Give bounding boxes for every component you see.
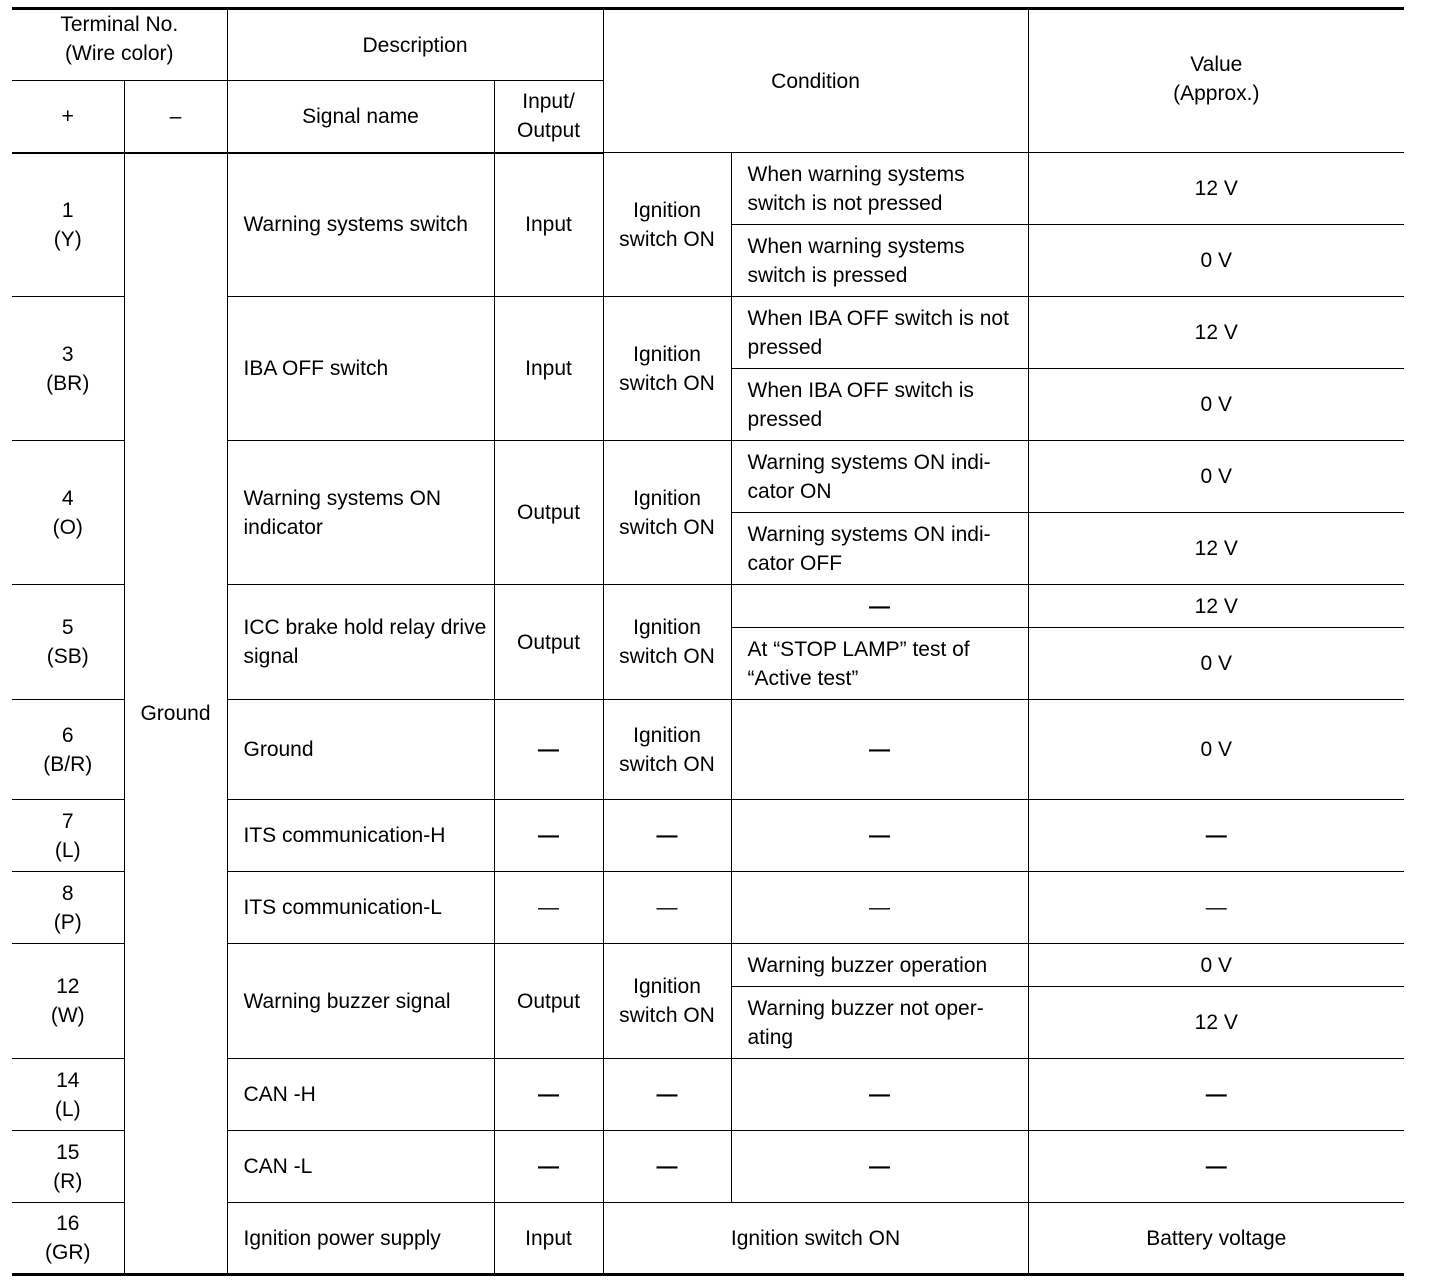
- condition-cell: When IBA OFF switch is pressed: [731, 369, 1028, 441]
- wire-color: (SB): [46, 645, 89, 668]
- condition-cell: When IBA OFF switch is not pressed: [731, 297, 1028, 369]
- wire-color: (B/R): [43, 752, 93, 776]
- value-cell: 0 V: [1028, 944, 1404, 987]
- ignition-state: Ignition switch ON: [603, 700, 731, 800]
- terminal-cell: [12, 700, 124, 800]
- header-value: [1028, 9, 1404, 153]
- terminal-number: 5: [61, 616, 74, 639]
- condition-cell: —: [731, 585, 1028, 628]
- wire-color: (W): [50, 1004, 85, 1027]
- ground-cell: Ground: [124, 153, 227, 1275]
- header-terminal-no: [12, 9, 227, 81]
- wire-color: (R): [53, 1169, 83, 1193]
- header-value-label: Value: [1190, 53, 1243, 76]
- condition-cell: When warning systems switch is not pressed: [731, 153, 1028, 225]
- terminal-number: 7: [61, 809, 74, 833]
- condition-cell: —: [731, 800, 1028, 872]
- ignition-state: Ignition switch ON: [603, 585, 731, 700]
- wire-color: (BR): [46, 371, 90, 395]
- signal-name: Ignition power supply: [227, 1203, 494, 1275]
- terminal-number: 6: [61, 723, 74, 747]
- terminal-cell: [12, 872, 124, 944]
- value-cell: —: [1028, 872, 1404, 944]
- input-output: —: [494, 800, 603, 872]
- terminal-table: [12, 7, 1404, 1276]
- terminal-number: 15: [56, 1140, 80, 1164]
- wire-color: (O): [52, 515, 83, 539]
- terminal-number: 4: [61, 486, 74, 510]
- condition-cell: —: [731, 1059, 1028, 1131]
- header-description: Description: [227, 9, 603, 81]
- condition-cell: —: [731, 1131, 1028, 1203]
- condition-cell: Ignition switch ON: [603, 1203, 1028, 1275]
- header-input-output: Input/ Output: [494, 81, 603, 153]
- ignition-state: Ignition switch ON: [603, 441, 731, 585]
- value-cell: 0 V: [1028, 441, 1404, 513]
- terminal-cell: [12, 1203, 124, 1275]
- wire-color: (L): [54, 838, 81, 862]
- terminal-number: 1: [61, 198, 74, 222]
- condition-cell: At “STOP LAMP” test of “Active test”: [731, 628, 1028, 700]
- terminal-number: 14: [56, 1068, 80, 1092]
- terminal-number: 3: [61, 342, 74, 366]
- terminal-cell: [12, 800, 124, 872]
- terminal-cell: [12, 585, 124, 700]
- value-cell: 12 V: [1028, 987, 1404, 1059]
- condition-cell: When warning systems switch is pressed: [731, 225, 1028, 297]
- condition-cell: Warning buzzer not oper-ating: [731, 987, 1028, 1059]
- value-cell: 12 V: [1028, 585, 1404, 628]
- signal-name: Warning systems ON indicator: [227, 441, 494, 585]
- ignition-state: —: [603, 800, 731, 872]
- header-wire-color-label: (Wire color): [65, 42, 174, 65]
- terminal-cell: [12, 153, 124, 297]
- terminal-number: 8: [61, 881, 74, 905]
- value-cell: 12 V: [1028, 297, 1404, 369]
- ignition-state: —: [603, 1131, 731, 1203]
- signal-name: ITS communication-H: [227, 800, 494, 872]
- ignition-state: Ignition switch ON: [603, 153, 731, 297]
- header-approx-label: (Approx.): [1173, 82, 1260, 105]
- terminal-cell: [12, 944, 124, 1059]
- input-output: Input: [494, 1203, 603, 1275]
- ignition-state: —: [603, 1059, 731, 1131]
- value-cell: 0 V: [1028, 628, 1404, 700]
- condition-cell: —: [731, 872, 1028, 944]
- ignition-state: Ignition switch ON: [603, 297, 731, 441]
- input-output: —: [494, 1131, 603, 1203]
- input-output: Output: [494, 585, 603, 700]
- value-cell: 0 V: [1028, 225, 1404, 297]
- input-output: —: [494, 1059, 603, 1131]
- input-output: —: [494, 872, 603, 944]
- value-cell: 12 V: [1028, 513, 1404, 585]
- input-output: —: [494, 700, 603, 800]
- value-cell: 0 V: [1028, 369, 1404, 441]
- terminal-number: 12: [56, 975, 80, 998]
- header-plus: +: [12, 81, 124, 153]
- ignition-state: Ignition switch ON: [603, 944, 731, 1059]
- signal-name: CAN -H: [227, 1059, 494, 1131]
- header-signal-name: Signal name: [227, 81, 494, 153]
- value-cell: 0 V: [1028, 700, 1404, 800]
- terminal-cell: [12, 1131, 124, 1203]
- signal-name: CAN -L: [227, 1131, 494, 1203]
- header-minus: –: [124, 81, 227, 153]
- terminal-cell: [12, 297, 124, 441]
- value-cell: —: [1028, 1059, 1404, 1131]
- header-terminal-label: Terminal No.: [60, 13, 179, 36]
- condition-cell: Warning systems ON indi-cator OFF: [731, 513, 1028, 585]
- input-output: Input: [494, 297, 603, 441]
- input-output: Output: [494, 944, 603, 1059]
- terminal-number: 16: [56, 1212, 80, 1235]
- terminal-cell: [12, 441, 124, 585]
- signal-name: Warning systems switch: [227, 153, 494, 297]
- terminal-cell: [12, 1059, 124, 1131]
- ignition-state: —: [603, 872, 731, 944]
- header-condition: Condition: [603, 9, 1028, 153]
- condition-cell: —: [731, 700, 1028, 800]
- value-cell: —: [1028, 800, 1404, 872]
- signal-name: ICC brake hold relay drive signal: [227, 585, 494, 700]
- wire-color: (P): [53, 910, 82, 934]
- table-body: [12, 153, 1404, 1275]
- value-cell: —: [1028, 1131, 1404, 1203]
- wire-color: (GR): [45, 1241, 91, 1264]
- terminal-table-container: [12, 7, 1404, 1276]
- input-output: Input: [494, 153, 603, 297]
- signal-name: Ground: [227, 700, 494, 800]
- value-cell: 12 V: [1028, 153, 1404, 225]
- condition-cell: Warning systems ON indi-cator ON: [731, 441, 1028, 513]
- wire-color: (L): [54, 1097, 81, 1121]
- signal-name: ITS communication-L: [227, 872, 494, 944]
- condition-cell: Warning buzzer operation: [731, 944, 1028, 987]
- signal-name: IBA OFF switch: [227, 297, 494, 441]
- input-output: Output: [494, 441, 603, 585]
- signal-name: Warning buzzer signal: [227, 944, 494, 1059]
- table-row: [12, 153, 1404, 225]
- wire-color: (Y): [53, 227, 82, 251]
- value-cell: Battery voltage: [1028, 1203, 1404, 1275]
